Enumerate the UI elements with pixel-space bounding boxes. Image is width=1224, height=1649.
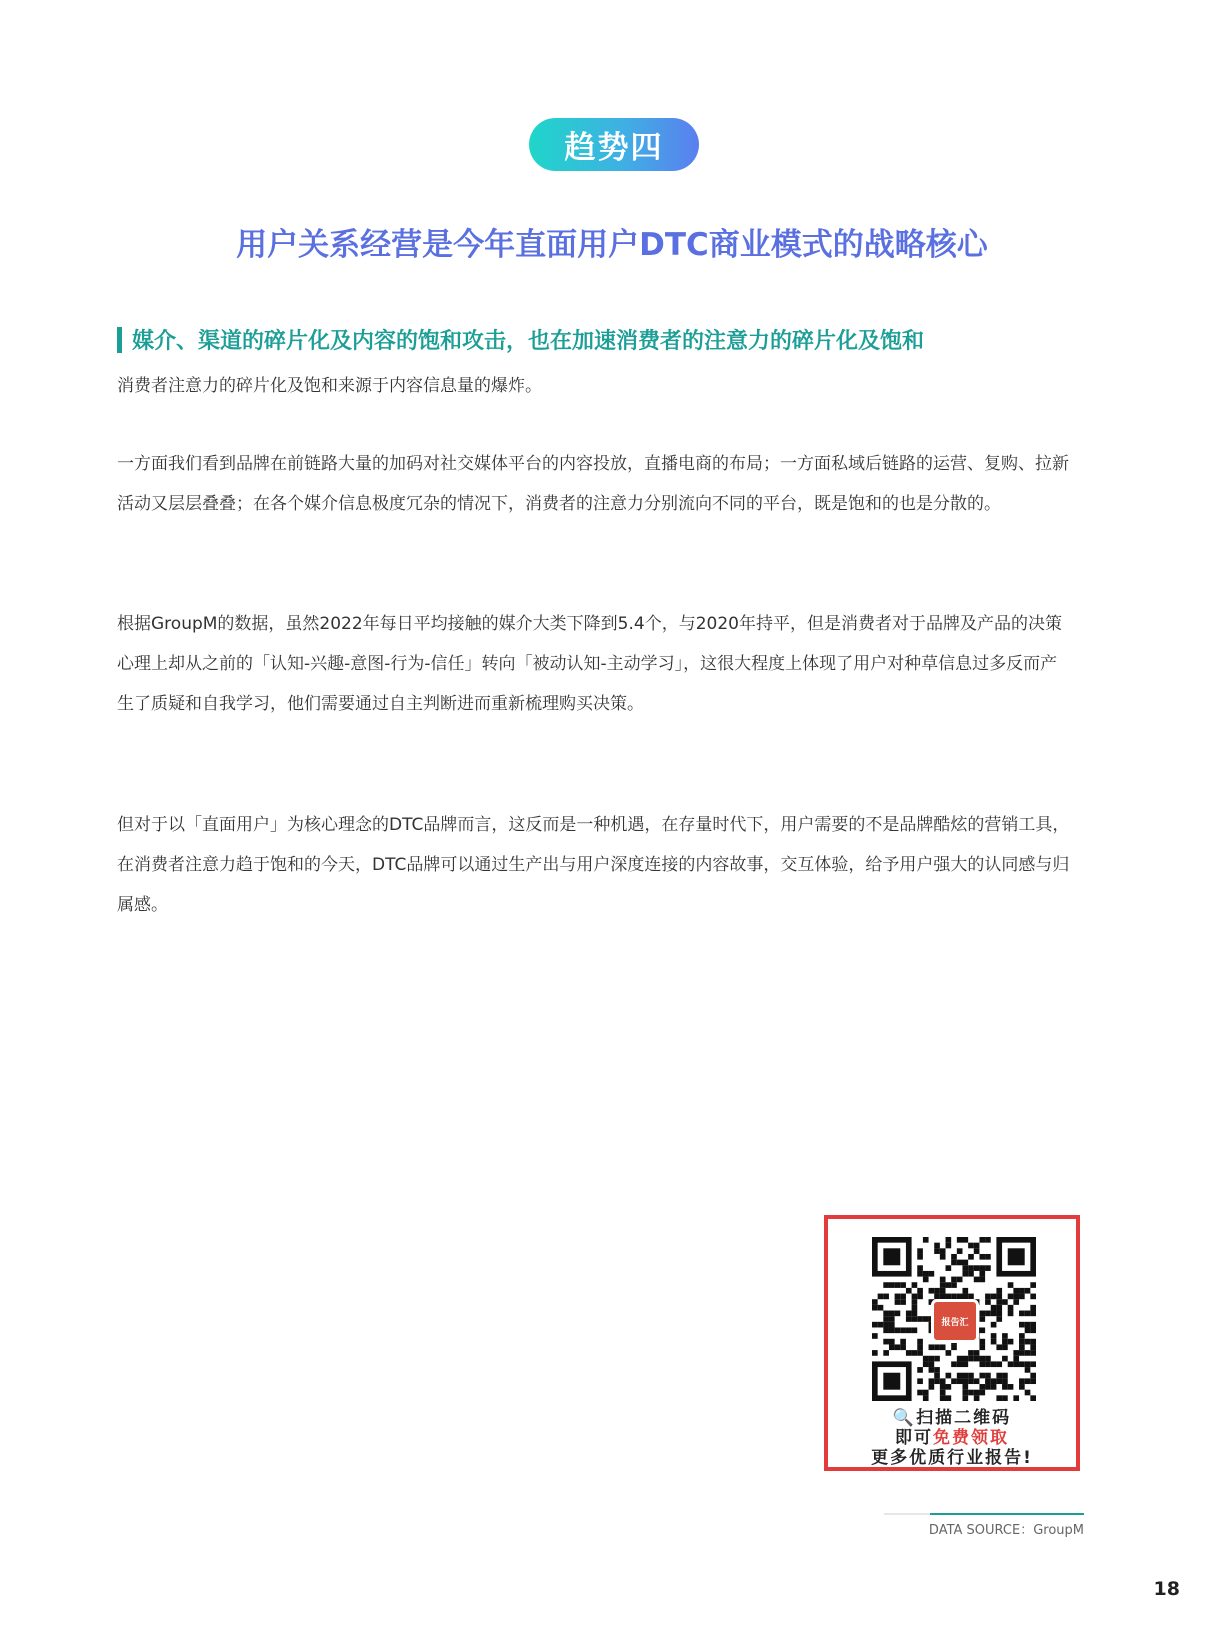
paragraph-3: 根据GroupM的数据，虽然2022年每日平均接触的媒介大类下降到5.4个，与2020年持平，但是消费者对于品牌及产品的决策心理上却从之前的「认知-兴趣-意图-行为-信任」转向「被动认知-主动学习」，这很大程度上体现了用户对种草信息过多反而产生了质疑和自我学习，他们需要通过自主判断进而重新梳理购买决策。 (117, 614, 1062, 714)
qr-free-highlight: 免费领取 (933, 1428, 1009, 1448)
source-divider (884, 1513, 1084, 1515)
qr-code[interactable] (872, 1237, 1036, 1401)
trend-badge: 趋势四 (529, 118, 699, 171)
section-accent-bar (117, 327, 122, 353)
data-source: DATA SOURCE：GroupM (928, 1523, 1084, 1538)
search-icon: 🔍 (892, 1408, 917, 1428)
qr-caption-line-3: 更多优质行业报告! (871, 1448, 1033, 1468)
qr-scan-text: 扫描二维码 (916, 1408, 1012, 1428)
page-title: 用户关系经营是今年直面用户DTC商业模式的战略核心 (236, 227, 988, 263)
section-heading-text: 媒介、渠道的碎片化及内容的饱和攻击，也在加速消费者的注意力的碎片化及饱和 (132, 329, 925, 354)
paragraph-2: 一方面我们看到品牌在前链路大量的加码对社交媒体平台的内容投放，直播电商的布局；一方面私域后链路的运营、复购、拉新活动又层层叠叠；在各个媒介信息极度冗杂的情况下，消费者的注意力分别流向不同的平台，既是饱和的也是分散的。 (117, 454, 1069, 514)
qr-promo-box[interactable] (824, 1215, 1080, 1471)
qr-free-prefix: 即可 (895, 1428, 933, 1448)
page-number: 18 (1153, 1578, 1180, 1600)
paragraph-1: 消费者注意力的碎片化及饱和来源于内容信息量的爆炸。 (117, 376, 542, 396)
qr-logo: 报告汇 (931, 1299, 979, 1343)
paragraph-4: 但对于以「直面用户」为核心理念的DTC品牌而言，这反而是一种机遇，在存量时代下，用户需要的不是品牌酷炫的营销工具，在消费者注意力趋于饱和的今天，DTC品牌可以通过生产出与用户深度连接的内容故事，交互体验，给予用户强大的认同感与归属感。 (117, 815, 1070, 915)
section-heading (117, 324, 1117, 355)
